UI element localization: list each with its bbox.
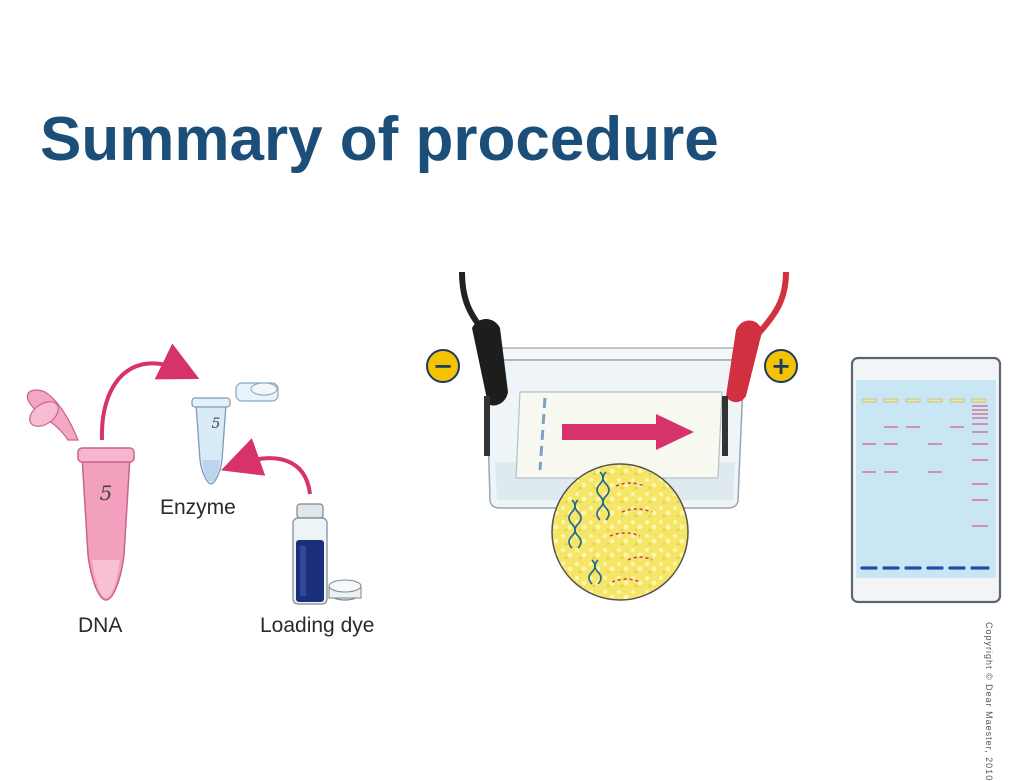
positive-electrode-badge [765, 350, 797, 382]
enzyme-label: Enzyme [160, 496, 236, 519]
svg-text:+: + [770, 352, 792, 380]
enzyme-tube [192, 383, 278, 484]
red-cable [758, 272, 786, 334]
loading-dye-label: Loading dye [260, 614, 375, 637]
enzyme-tube-number: 5 [211, 416, 221, 432]
magnified-gel-view [552, 464, 688, 600]
loading-dye-vial [293, 504, 361, 604]
transfer-arrow-dye [236, 458, 310, 494]
dna-tube-number: 5 [99, 481, 113, 505]
negative-electrode-badge [427, 350, 459, 382]
dna-tube [25, 390, 134, 600]
finished-gel [852, 358, 1000, 602]
page-title: Summary of procedure [40, 105, 719, 174]
transfer-arrow-dna [102, 363, 185, 440]
svg-text:−: − [432, 352, 454, 380]
dna-label: DNA [78, 614, 123, 637]
copyright-notice: Copyright © Dear Maester, 2010 [984, 622, 994, 781]
